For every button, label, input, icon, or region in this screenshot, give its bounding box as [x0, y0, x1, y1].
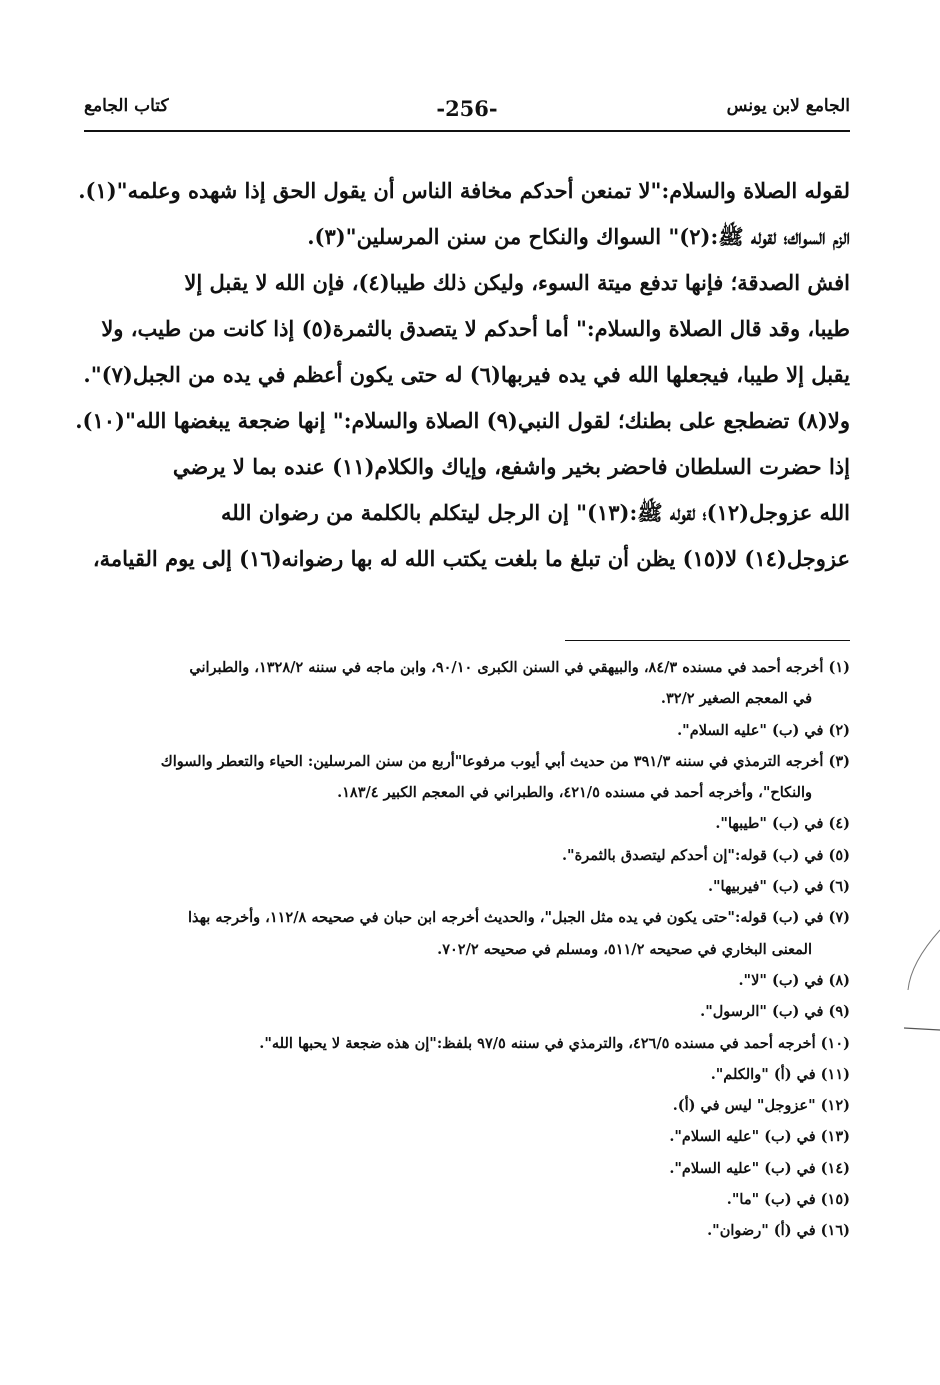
- footnote-line: في المعجم الصغير ٣٢/٢.: [660, 690, 812, 708]
- footnote-line: (١٤) في (ب) "عليه السلام".: [669, 1159, 850, 1177]
- text-line: الزم السواك؛ لقوله ﷺ:(٢)" السواك والنكاح من سنن المرسلين"(٣).: [307, 224, 850, 249]
- footnote-line: (٨) في (ب) "لا".: [738, 971, 850, 989]
- footnote-line: (١٥) في (ب) "ما".: [726, 1191, 850, 1209]
- footnote-line: المعنى البخاري في صحيحه ٥١١/٢، ومسلم في صحيحه ٧٠٢/٢.: [437, 940, 812, 958]
- header-divider: [84, 130, 850, 132]
- footnote-divider: [565, 640, 850, 641]
- footnote-line: (١٦) في (أ) "رضوان".: [707, 1222, 850, 1240]
- book-title: الجامع لابن يونس: [726, 96, 850, 116]
- text-line: افش الصدقة؛ فإنها تدفع ميتة السوء، وليكن ذلك طيبا(٤)، فإن الله لا يقبل إلا: [184, 270, 850, 295]
- footnote-line: (١) أخرجه أحمد في مسنده ٨٤/٣، والبيهقي في السنن الكبرى ٩٠/١٠، وابن ماجه في سننه ١٣٢٨/٢، والطبراني: [189, 659, 850, 676]
- footnote-line: (٢) في (ب) "عليه السلام".: [677, 721, 850, 739]
- main-text: [75, 168, 850, 582]
- page-edge-mark: [902, 930, 940, 1040]
- footnote-line: (٣) أخرجه الترمذي في سننه ٣٩١/٣ من حديث أبي أيوب مرفوعا"أربع من سنن المرسلين: الحياء والتعطر والسواك: [160, 752, 850, 770]
- footnote-line: (٧) في (ب) قوله:"حتى يكون في يده مثل الجبل"، والحديث أخرجه ابن حبان في صحيحه ١١٢/٨، وأخرجه بهذا: [187, 909, 850, 927]
- footnote-line: (١٣) في (ب) "عليه السلام".: [669, 1128, 850, 1146]
- chapter-title: كتاب الجامع: [84, 96, 169, 116]
- footnotes-section: [72, 652, 850, 1247]
- text-line: ولا(٨) تضطجع على بطنك؛ لقول النبي(٩) الصلاة والسلام:" إنها ضجعة يبغضها الله"(١٠).: [75, 408, 850, 433]
- text-line: إذا حضرت السلطان فاحضر بخير واشفع، وإياك والكلام(١١) عنده بما لا يرضي: [172, 454, 850, 479]
- text-line: الله عزوجل(١٢)؛ لقوله ﷺ:(١٣)" إن الرجل ليتكلم بالكلمة من رضوان الله: [221, 500, 850, 525]
- footnote-line: (١٢) "عزوجل" ليس في (أ).: [672, 1097, 850, 1115]
- footnote-line: (١٠) أخرجه أحمد في مسنده ٤٢٦/٥، والترمذي في سننه ٩٧/٥ بلفظ:"إن هذه ضجعة لا يحبها الله".: [259, 1034, 850, 1052]
- text-line: طيبا، وقد قال الصلاة والسلام:" أما أحدكم لا يتصدق بالثمرة(٥) إذا كانت من طيب، ولا: [101, 316, 850, 341]
- text-line: يقبل إلا طيبا، فيجعلها الله في يده فيربها(٦) له حتى يكون أعظم في يده من الجبل(٧)".: [83, 362, 850, 387]
- footnote-line: والنكاح"، وأخرجه أحمد في مسنده ٤٢١/٥، والطبراني في المعجم الكبير ١٨٣/٤.: [337, 784, 812, 802]
- text-line: عزوجل(١٤) لا(١٥) يظن أن تبلغ ما بلغت يكتب الله له بها رضوانه(١٦) إلى يوم القيامة،: [92, 546, 850, 571]
- text-line: لقوله الصلاة والسلام:"لا تمنعن أحدكم مخافة الناس أن يقول الحق إذا شهده وعلمه"(١).: [78, 178, 850, 203]
- footnote-line: (٤) في (ب) "طيبها".: [715, 815, 850, 833]
- footnote-line: (٦) في (ب) "فيربيها".: [707, 878, 850, 896]
- footnote-line: (٥) في (ب) قوله:"إن أحدكم ليتصدق بالثمرة".: [562, 846, 850, 864]
- footnote-line: (٩) في (ب) "الرسول".: [700, 1003, 850, 1021]
- running-header: [84, 96, 850, 130]
- page-number: -256-: [436, 96, 498, 121]
- footnote-line: (١١) في (أ) "والكلم".: [710, 1065, 850, 1083]
